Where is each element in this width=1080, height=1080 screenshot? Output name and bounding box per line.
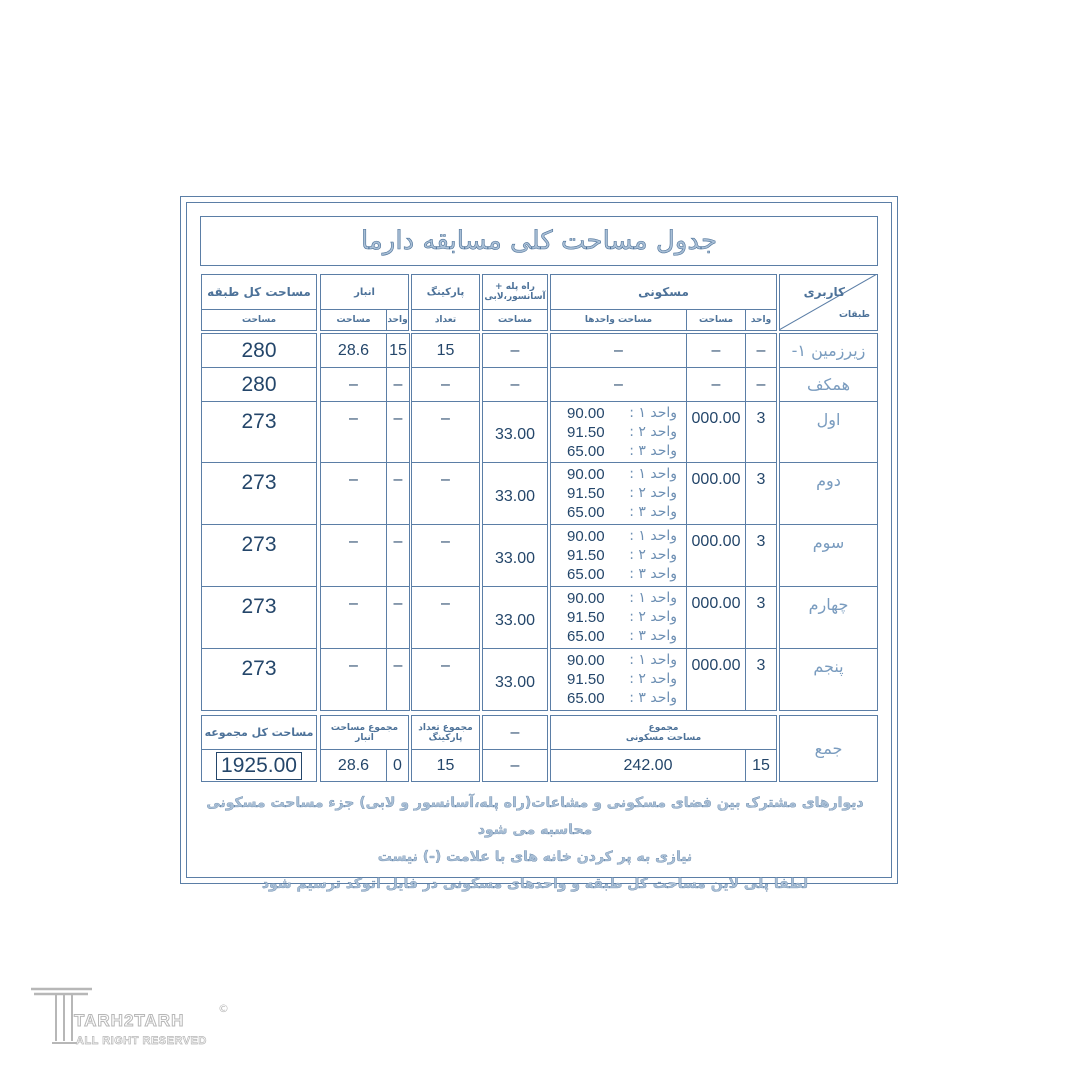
row-5-parking: – <box>411 524 480 587</box>
row-5-units-area <box>550 524 687 587</box>
unit-line-value: 65.00 <box>567 443 605 460</box>
unit-line-value: 91.50 <box>567 671 605 688</box>
row-7-floor: پنجم <box>779 648 878 711</box>
unit-line <box>567 527 677 546</box>
row-3-units-area <box>550 401 687 463</box>
table-title: جدول مساحت کلی مسابقه دارما <box>360 226 718 256</box>
totals-storage-header-line1: مجموع مساحت <box>330 722 399 733</box>
stair-lobby-line1: راه پله + <box>495 282 535 292</box>
note-3: لطفا پلی لاین مساحت کل طبقه و واحدهای مسکونی در فایل اتوکد ترسیم شود <box>261 876 809 892</box>
row-1-res-unit: – <box>745 333 777 368</box>
unit-line-value: 90.00 <box>567 466 605 483</box>
row-6-total: 273 <box>201 586 317 649</box>
row-7-res-area: 000.00 <box>686 648 746 711</box>
unit-line-label: واحد ۲ : <box>629 485 677 501</box>
row-3-parking: – <box>411 401 480 463</box>
row-1-parking: 15 <box>411 333 480 368</box>
unit-line-label: واحد ۳ : <box>629 628 677 644</box>
totals-storage-area: 28.6 <box>320 749 387 782</box>
row-4-total: 273 <box>201 462 317 525</box>
totals-grand-cell <box>201 749 317 782</box>
totals-stair-header: – <box>482 715 548 750</box>
row-5-storage-unit: – <box>386 524 410 587</box>
unit-line-value: 91.50 <box>567 424 605 441</box>
row-1-res-area: – <box>686 333 746 368</box>
watermark-tagline: ALL RIGHT RESERVED <box>76 1035 207 1047</box>
row-4-res-unit: 3 <box>745 462 777 525</box>
row-5-total: 273 <box>201 524 317 587</box>
res-area-header: مساحت <box>686 309 746 331</box>
row-6-units-area <box>550 586 687 649</box>
totals-parking-value: 15 <box>411 749 480 782</box>
row-6-floor: چهارم <box>779 586 878 649</box>
totals-res-header-line2: مساحت مسکونی <box>625 732 702 743</box>
parking-count-header: تعداد <box>411 309 480 331</box>
unit-line <box>567 484 677 503</box>
unit-line-value: 91.50 <box>567 609 605 626</box>
unit-line <box>567 442 677 461</box>
usage-label: کاربری <box>803 285 845 299</box>
unit-lines <box>567 527 677 584</box>
floor-total-header: مساحت کل طبقه <box>201 274 317 310</box>
unit-line-value: 90.00 <box>567 405 605 422</box>
row-2-total: 280 <box>201 367 317 402</box>
row-1-storage-unit: 15 <box>386 333 410 368</box>
unit-line-label: واحد ۲ : <box>629 424 677 440</box>
row-2-res-unit: – <box>745 367 777 402</box>
row-7-res-unit: 3 <box>745 648 777 711</box>
unit-line-label: واحد ۳ : <box>629 566 677 582</box>
row-4-storage-area: – <box>320 462 387 525</box>
note-1: دیوارهای مشترک بین فضای مسکونی و مشاعات(راه پله،آسانسور و لابی) جزء مساحت مسکونی محاسبه می شود <box>206 795 864 838</box>
unit-line-label: واحد ۲ : <box>629 547 677 563</box>
unit-line <box>567 689 677 708</box>
res-unit-header: واحد <box>745 309 777 331</box>
unit-line-label: واحد ۳ : <box>629 504 677 520</box>
row-6-storage-unit: – <box>386 586 410 649</box>
row-5-res-unit: 3 <box>745 524 777 587</box>
unit-line-label: واحد ۲ : <box>629 671 677 687</box>
row-1-stair: – <box>482 333 548 368</box>
totals-grand-value: 1925.00 <box>216 752 302 780</box>
unit-line-label: واحد ۱ : <box>629 590 677 606</box>
unit-line-label: واحد ۱ : <box>629 528 677 544</box>
row-2-stair: – <box>482 367 548 402</box>
row-7-units-area <box>550 648 687 711</box>
unit-line-value: 91.50 <box>567 547 605 564</box>
unit-lines <box>567 651 677 708</box>
row-6-res-area: 000.00 <box>686 586 746 649</box>
unit-line-value: 90.00 <box>567 590 605 607</box>
notes-block <box>190 790 880 898</box>
row-3-floor: اول <box>779 401 878 463</box>
row-6-res-unit: 3 <box>745 586 777 649</box>
totals-res-header <box>550 715 777 750</box>
row-4-storage-unit: – <box>386 462 410 525</box>
totals-storage-header <box>320 715 409 750</box>
totals-label: جمع <box>779 715 878 782</box>
storage-area-header: مساحت <box>320 309 387 331</box>
unit-line <box>567 651 677 670</box>
row-1-total: 280 <box>201 333 317 368</box>
unit-line-label: واحد ۳ : <box>629 443 677 459</box>
row-2-floor: همکف <box>779 367 878 402</box>
totals-storage-unit: 0 <box>386 749 409 782</box>
row-6-storage-area: – <box>320 586 387 649</box>
row-7-stair: 33.00 <box>482 648 548 711</box>
unit-line-label: واحد ۱ : <box>629 652 677 668</box>
totals-res-header-line1: مجموع <box>648 722 679 733</box>
row-1-floor: زیرزمین ۱- <box>779 333 878 368</box>
totals-storage-header-line2: انبار <box>355 732 374 743</box>
row-2-storage-area: – <box>320 367 387 402</box>
row-3-storage-area: – <box>320 401 387 463</box>
copyright-icon: © <box>218 1002 229 1015</box>
unit-line-label: واحد ۳ : <box>629 690 677 706</box>
storage-unit-header: واحد <box>386 309 409 331</box>
row-5-floor: سوم <box>779 524 878 587</box>
unit-line-value: 90.00 <box>567 528 605 545</box>
totals-parking-header-line2: پارکینگ <box>428 732 463 743</box>
unit-line <box>567 503 677 522</box>
row-5-storage-area: – <box>320 524 387 587</box>
stair-lobby-line2: آسانسور،لابی <box>484 292 546 302</box>
row-5-stair: 33.00 <box>482 524 548 587</box>
unit-lines <box>567 465 677 522</box>
row-3-total: 273 <box>201 401 317 463</box>
row-1-storage-area: 28.6 <box>320 333 387 368</box>
row-6-stair: 33.00 <box>482 586 548 649</box>
totals-parking-header <box>411 715 480 750</box>
unit-line-value: 65.00 <box>567 566 605 583</box>
totals-grand-header: مساحت کل مجموعه <box>201 715 317 750</box>
floors-label: طبقات <box>838 310 870 320</box>
unit-line <box>567 627 677 646</box>
row-5-res-area: 000.00 <box>686 524 746 587</box>
row-4-res-area: 000.00 <box>686 462 746 525</box>
unit-line-label: واحد ۱ : <box>629 405 677 421</box>
unit-line <box>567 423 677 442</box>
row-2-storage-unit: – <box>386 367 410 402</box>
row-7-storage-area: – <box>320 648 387 711</box>
unit-line-value: 65.00 <box>567 628 605 645</box>
watermark-brand: TARH2TARH <box>74 1011 185 1030</box>
row-2-res-area: – <box>686 367 746 402</box>
table-title-box <box>200 216 878 266</box>
totals-res-units: 15 <box>745 749 777 782</box>
unit-lines <box>567 404 677 461</box>
unit-line <box>567 608 677 627</box>
unit-line-value: 65.00 <box>567 504 605 521</box>
row-3-stair: 33.00 <box>482 401 548 463</box>
unit-lines <box>567 589 677 646</box>
unit-line <box>567 670 677 689</box>
floor-total-area-header: مساحت <box>201 309 317 331</box>
res-units-area-header: مساحت واحدها <box>550 309 687 331</box>
unit-line-label: واحد ۲ : <box>629 609 677 625</box>
totals-stair-value: – <box>482 749 548 782</box>
row-7-parking: – <box>411 648 480 711</box>
unit-line-value: 65.00 <box>567 690 605 707</box>
residential-header: مسکونی <box>550 274 777 310</box>
totals-parking-header-line1: مجموع تعداد <box>418 722 473 733</box>
unit-line <box>567 546 677 565</box>
row-6-parking: – <box>411 586 480 649</box>
row-4-stair: 33.00 <box>482 462 548 525</box>
row-7-storage-unit: – <box>386 648 410 711</box>
note-2: نیازی به پر کردن خانه های با علامت (-) نیست <box>377 849 693 865</box>
unit-line <box>567 465 677 484</box>
row-7-total: 273 <box>201 648 317 711</box>
unit-line <box>567 565 677 584</box>
storage-header: انبار <box>320 274 409 310</box>
unit-line-label: واحد ۱ : <box>629 466 677 482</box>
row-3-storage-unit: – <box>386 401 410 463</box>
unit-line <box>567 589 677 608</box>
stair-lobby-header <box>482 274 548 310</box>
stair-area-header: مساحت <box>482 309 548 331</box>
unit-line-value: 90.00 <box>567 652 605 669</box>
row-3-res-unit: 3 <box>745 401 777 463</box>
row-3-res-area: 000.00 <box>686 401 746 463</box>
row-2-parking: – <box>411 367 480 402</box>
row-4-floor: دوم <box>779 462 878 525</box>
parking-header: پارکینگ <box>411 274 480 310</box>
unit-line-value: 91.50 <box>567 485 605 502</box>
row-4-parking: – <box>411 462 480 525</box>
row-2-units-area: – <box>550 367 687 402</box>
header-diagonal-line <box>779 274 877 330</box>
row-4-units-area <box>550 462 687 525</box>
row-1-units-area: – <box>550 333 687 368</box>
unit-line <box>567 404 677 423</box>
totals-res-area: 242.00 <box>550 749 746 782</box>
